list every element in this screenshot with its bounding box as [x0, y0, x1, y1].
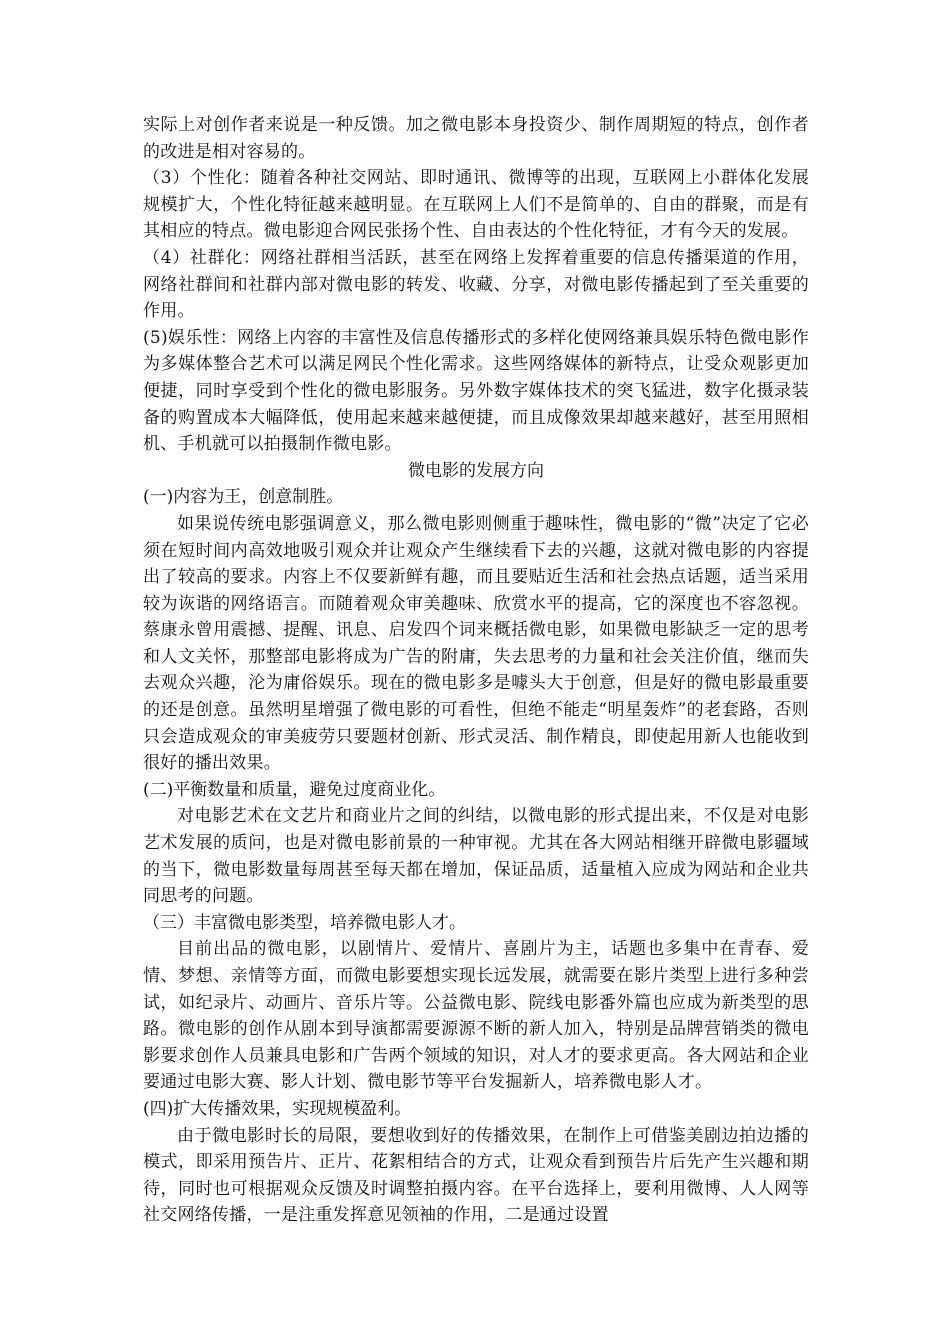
document-body: [143, 112, 809, 1229]
section-title: 微电影的发展方向: [408, 460, 544, 481]
section-heading-1: (一)内容为王，创意制胜。: [143, 487, 344, 508]
paragraph-feedback: 实际上对创作者来说是一种反馈。加之微电影本身投资少、制作周期短的特点，创作者的改进是相对容易的。: [143, 115, 809, 162]
section-heading-3: （三）丰富微电影类型，培养微电影人才。: [143, 912, 466, 933]
section-body-4: 由于微电影时长的局限，要想收到好的传播效果，在制作上可借鉴美剧边拍边播的模式，即采用预告片、正片、花絮相结合的方式，让观众看到预告片后先产生兴趣和期待，同时也可根据观众反馈及时调整拍摄内容。在平台选择上，要利用微博、人人网等社交网络传播，一是注重发挥意见领袖的作用，二是通过设置: [143, 1125, 809, 1226]
section-body-3: 目前出品的微电影，以剧情片、爱情片、喜剧片为主，话题也多集中在青春、爱情、梦想、亲情等方面，而微电影要想实现长远发展，就需要在影片类型上进行多种尝试，如纪录片、动画片、音乐片等。公益微电影、院线电影番外篇也应成为新类型的思路。微电影的创作从剧本到导演都需要源源不断的新人加入，特别是品牌营销类的微电影要求创作人员兼具电影和广告两个领域的知识，对人才的要求更高。各大网站和企业要通过电影大赛、影人计划、微电影节等平台发掘新人，培养微电影人才。: [143, 939, 809, 1093]
section-body-2: 对电影艺术在文艺片和商业片之间的纠结，以微电影的形式提出来，不仅是对电影艺术发展的质问，也是对微电影前景的一种审视。尤其在各大网站相继开辟微电影疆域的当下，微电影数量每周甚至每天都在增加，保证品质，适量植入应成为网站和企业共同思考的问题。: [143, 806, 809, 907]
section-body-1: 如果说传统电影强调意义，那么微电影则侧重于趣味性，微电影的“微”决定了它必须在短时间内高效地吸引观众并让观众产生继续看下去的兴趣，这就对微电影的内容提出了较高的要求。内容上不仅要新鲜有趣，而且要贴近生活和社会热点话题，适当采用较为诙谐的网络语言。而随着观众审美趣味、欣赏水平的提高，它的深度也不容忽视。蔡康永曾用震撼、提醒、讯息、启发四个词来概括微电影，如果微电影缺乏一定的思考和人文关怀，那整部电影将成为广告的附庸，失去思考的力量和社会关注价值，继而失去观众兴趣，沦为庸俗娱乐。现在的微电影多是噱头大于创意，但是好的微电影最重要的还是创意。虽然明星增强了微电影的可看性，但绝不能走“明星轰炸”的老套路，否则只会造成观众的审美疲劳只要题材创新、形式灵活、制作精良，即使起用新人也能收到很好的播出效果。: [143, 513, 809, 774]
section-heading-4: (四)扩大传播效果，实现规模盈利。: [143, 1098, 412, 1119]
paragraph-personalization: （3）个性化：随着各种社交网站、即时通讯、微博等的出现，互联网上小群体化发展规模扩大，个性化特征越来越明显。在互联网上人们不是简单的、自由的群聚，而是有其相应的特点。微电影迎合网民张扬个性、自由表达的个性化特征，才有今天的发展。: [143, 168, 809, 242]
section-heading-2: (二)平衡数量和质量，避免过度商业化。: [143, 779, 446, 800]
paragraph-community: （4）社群化：网络社群相当活跃，甚至在网络上发挥着重要的信息传播渠道的作用，网络社群间和社群内部对微电影的转发、收藏、分享，对微电影传播起到了至关重要的作用。: [143, 247, 809, 322]
paragraph-entertainment: (5)娱乐性：网络上内容的丰富性及信息传播形式的多样化使网络兼具娱乐特色微电影作为多媒体整合艺术可以满足网民个性化需求。这些网络媒体的新特点，让受众观影更加便捷，同时享受到个性化的微电影服务。另外数字媒体技术的突飞猛进，数字化摄录装备的购置成本大幅降低，使用起来越来越便捷，而且成像效果却越来越好，甚至用照相机、手机就可以拍摄制作微电影。: [143, 327, 809, 455]
